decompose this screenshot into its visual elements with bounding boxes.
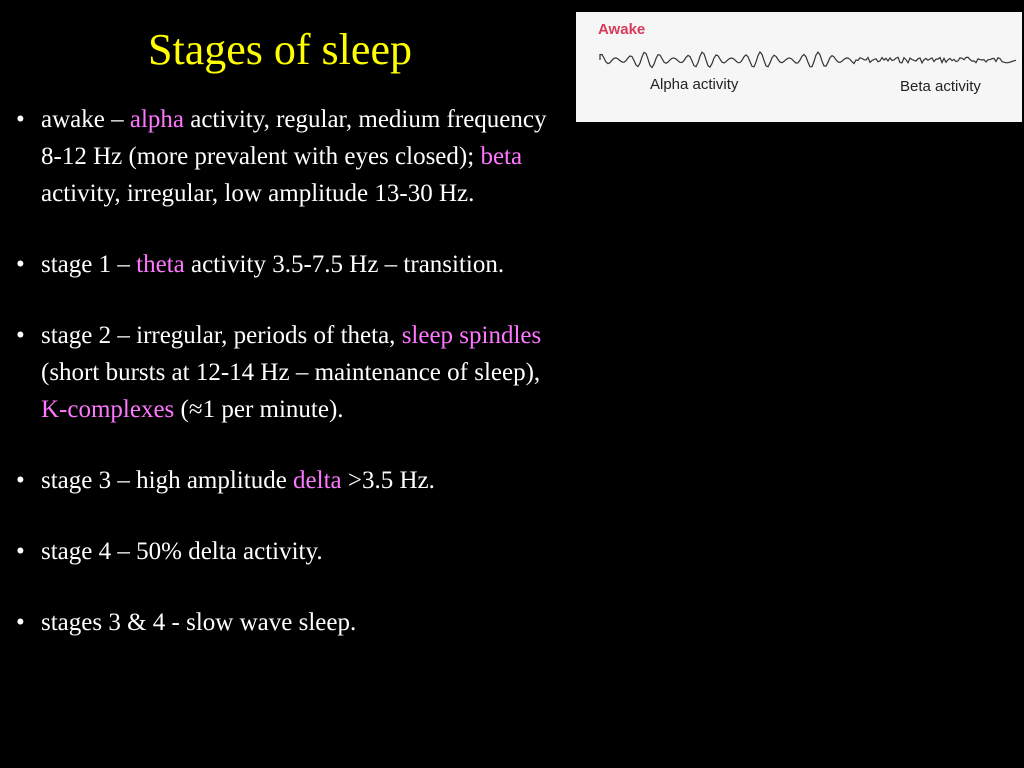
bullet-text: >3.5 Hz. (341, 467, 435, 494)
bullet-text: activity, regular, medium frequency 8-12 Hz (more prevalent with eyes closed); (41, 106, 547, 170)
bullet-text: awake – (41, 106, 130, 133)
bullet-text: stage 2 – irregular, periods of theta, (41, 322, 402, 349)
bullet-text: stages 3 & 4 - slow wave sleep. (41, 609, 357, 636)
eeg-figure (576, 12, 1022, 122)
bullet-text: (short bursts at 12-14 Hz – maintenance of sleep), (41, 359, 541, 386)
bullet-text: stage 1 – (41, 251, 137, 278)
bullet-stage-2 (14, 317, 554, 428)
bullet-text: stage 3 – high amplitude (41, 467, 294, 494)
bullet-awake (14, 101, 554, 212)
highlight-term: beta (480, 143, 523, 170)
highlight-term: theta (136, 251, 185, 278)
eeg-caption-beta: Beta activity (900, 78, 981, 95)
bullet-stage-4 (14, 533, 554, 570)
bullet-slow-wave (14, 604, 554, 641)
highlight-term: delta (293, 467, 342, 494)
eeg-caption-alpha: Alpha activity (650, 76, 739, 93)
bullet-stage-3 (14, 462, 554, 499)
highlight-term: K-complexes (41, 396, 175, 423)
bullet-text: activity, irregular, low amplitude 13-30 Hz. (41, 180, 475, 207)
bullet-stage-1 (14, 246, 554, 283)
bullet-text: stage 4 – 50% delta activity. (41, 538, 323, 565)
bullet-list (14, 101, 554, 675)
highlight-term: sleep spindles (401, 322, 542, 349)
eeg-label-awake: Awake (598, 21, 646, 38)
highlight-term: alpha (129, 106, 184, 133)
bullet-text: activity 3.5-7.5 Hz – transition. (184, 251, 505, 278)
bullet-text: (≈1 per minute). (174, 396, 344, 423)
slide-title: Stages of sleep (148, 25, 412, 74)
